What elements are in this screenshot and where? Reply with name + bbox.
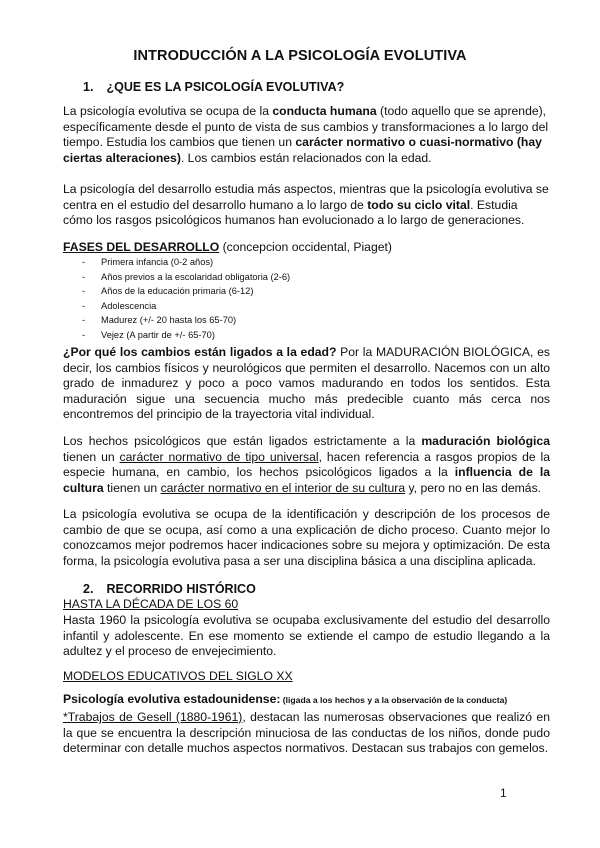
paragraph-2: [63, 182, 550, 229]
p2-text-a: La psicología del desarrollo estudia más aspectos, mientras que la psicología evolutiva se centra en el estudio del desarrollo humano a lo largo de: [63, 182, 549, 212]
p1-text-c: (todo aquello que se aprende), específicamente desde el punto de vista de sus cambios y transformaciones a lo largo del tiempo. Estudia los cambios que tienen un: [63, 104, 549, 150]
p4-underline-universal: carácter normativo de tipo universal: [119, 449, 319, 464]
phases-title: FASES DEL DESARROLLO: [63, 240, 220, 254]
list-item: - Primera infancia (0-2 años): [82, 257, 214, 267]
section-1-heading: [83, 80, 344, 94]
subheading-hasta-60: HASTA LA DÉCADA DE LOS 60: [63, 597, 239, 611]
p4-bold-cultura: influencia de la cultura: [63, 465, 551, 495]
p1-bold-conducta: conducta humana: [272, 104, 377, 118]
p4-bold-maduracion: maduración biológica: [421, 434, 550, 448]
p4-underline-cultura: carácter normativo en el interior de su cultura: [160, 480, 406, 495]
paragraph-5: La psicología evolutiva se ocupa de la identificación y descripción de los procesos de cambio de que se ocupa, así como a una explicación de dicho proceso. Cuanto mejor lo conozcamos mejor podremos hacer indicaciones sobre su mejora y optimización. De esta forma, la psicología evolutiva pasa a ser una disciplina básica a una disciplina aplicada.: [63, 507, 550, 568]
p7-small-note: (ligada a los hechos y a la observación de la conducta): [280, 695, 508, 705]
phases-note: (concepcion occidental, Piaget): [219, 240, 392, 254]
list-item: - Vejez (A partir de +/- 65-70): [82, 329, 215, 340]
section-2-number: 2.: [83, 582, 94, 596]
paragraph-4: Los hechos psicológicos que están ligados estrictamente a la maduración biológica tienen un carácter normativo de tipo universal, hacen referencia a rasgos propios de la especie humana, en cambio, los hechos psicológicos ligados a la influencia de la cultura tienen un carácter normativo en el interior de su cultura y, pero no en las demás.: [63, 434, 551, 495]
paragraph-1: [63, 104, 550, 166]
p2-text-c: . Estudia cómo los rasgos psicológicos humanos han evolucionado a lo largo de generaciones.: [63, 197, 525, 228]
list-item: - Adolescencia: [82, 300, 157, 311]
p8-underline-gesell: *Trabajos de Gesell (1880-1961): [63, 710, 243, 724]
p1-text-a: La psicología evolutiva se ocupa de la: [63, 104, 273, 118]
page-number: 1: [500, 786, 507, 800]
section-1-title: ¿QUE ES LA PSICOLOGÍA EVOLUTIVA?: [106, 80, 345, 94]
phases-list: [82, 255, 290, 343]
p1-text-e: . Los cambios están relacionados con la edad.: [180, 150, 432, 165]
section-2-heading: [83, 582, 256, 596]
paragraph-7: [63, 692, 550, 709]
p7-bold-estadounidense: Psicología evolutiva estadounidense:: [63, 692, 281, 706]
p2-bold-ciclo: todo su ciclo vital: [367, 197, 471, 212]
list-item: - Años previos a la escolaridad obligatoria (2-6): [82, 271, 291, 282]
p3-bold-question: ¿Por qué los cambios están ligados a la edad?: [63, 345, 337, 359]
paragraph-8: *Trabajos de Gesell (1880-1961), destacan las numerosas observaciones que realizó en la que se encuentra la descripción minuciosa de las conductas de los niños, donde pudo determinar con detalle muchos aspectos normativos. Destacan sus trabajos con gemelos.: [63, 710, 550, 756]
p3-text-b: Por la MADURACIÓN BIOLÓGICA, es decir, los cambios físicos y neurológicos que permiten el desarrollo. Nacemos con un alto grado de inmadurez y poco a poco vamos madurando en todos los sentidos. Esta maduración sigue una secuencia mucho más predecible cuanto más cerca nos encontremos del principio de la trayectoria vital individual.: [63, 345, 550, 422]
section-2-title: RECORRIDO HISTÓRICO: [106, 582, 256, 596]
phases-heading: [63, 240, 392, 254]
document-title: INTRODUCCIÓN A LA PSICOLOGÍA EVOLUTIVA: [133, 48, 467, 64]
paragraph-6: Hasta 1960 la psicología evolutiva se ocupaba exclusivamente del estudio del desarrollo infantil y adolescente. En ese momento se extiende el campo de estudio llegando a la adultez y el proceso de envejecimiento.: [63, 613, 550, 659]
paragraph-3: [63, 345, 550, 423]
list-item: - Madurez (+/- 20 hasta los 65-70): [82, 315, 237, 326]
p1-bold-caracter: carácter normativo o cuasi-normativo (hay ciertas alteraciones): [63, 135, 542, 165]
section-1-number: 1.: [83, 80, 94, 94]
subheading-modelos: MODELOS EDUCATIVOS DEL SIGLO XX: [63, 669, 293, 683]
list-item: - Años de la educación primaria (6-12): [82, 286, 254, 297]
